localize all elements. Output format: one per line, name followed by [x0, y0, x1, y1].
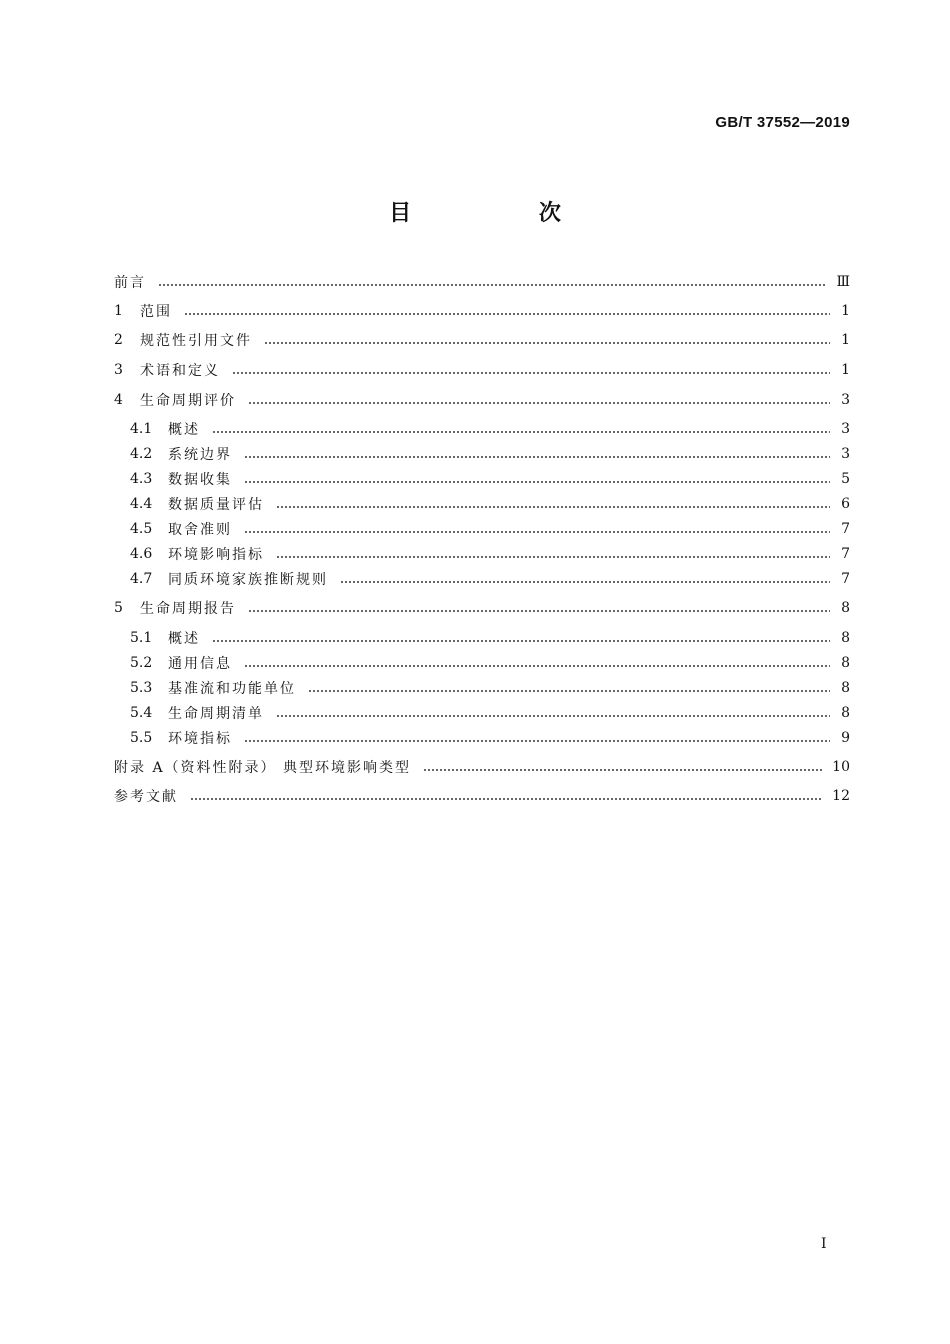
dot-leader [264, 342, 830, 344]
toc-entry-number: 1 [114, 303, 123, 319]
toc-entry-page: 6 [841, 496, 850, 512]
dot-leader [276, 556, 830, 558]
toc-entry[interactable] [130, 701, 850, 725]
toc-entry-label: 规范性引用文件 [140, 333, 252, 349]
standard-code: GB/T 37552—2019 [715, 114, 850, 131]
toc-entry-number: 4 [114, 392, 123, 408]
toc-entry-page: 7 [841, 521, 850, 537]
toc-entry[interactable] [130, 726, 850, 750]
dot-leader [248, 610, 830, 612]
toc-entry-label: 环境影响指标 [168, 547, 264, 563]
toc-entry-page: 5 [841, 471, 850, 487]
toc-entry-label: 系统边界 [168, 447, 232, 463]
dot-leader [184, 313, 830, 315]
toc-entry-label: 基准流和功能单位 [168, 681, 296, 697]
dot-leader [244, 665, 830, 667]
toc-entry-page: Ⅲ [836, 274, 850, 290]
toc-entry-label: 生命周期报告 [140, 601, 236, 617]
toc-entry-label: 附录 A（资料性附录） 典型环境影响类型 [114, 760, 412, 776]
toc-entry[interactable] [130, 676, 850, 700]
toc-entry[interactable] [130, 417, 850, 441]
toc-entry-page: 1 [841, 303, 850, 319]
toc-entry-page: 8 [841, 600, 850, 616]
toc-entry-label: 取舍准则 [168, 522, 232, 538]
toc-entry[interactable] [114, 388, 850, 412]
dot-leader [308, 690, 830, 692]
toc-entry-number: 4.1 [130, 421, 153, 437]
toc-entry[interactable] [114, 299, 850, 323]
toc-entry-label: 同质环境家族推断规则 [168, 572, 328, 588]
toc-entry-label: 数据收集 [168, 472, 232, 488]
toc-entry[interactable] [114, 755, 850, 779]
toc-entry-page: 10 [832, 759, 850, 775]
dot-leader [212, 431, 830, 433]
toc-entry-label: 前言 [114, 275, 146, 291]
toc-entry-page: 3 [841, 421, 850, 437]
toc-entry-number: 5 [114, 600, 123, 616]
dot-leader [158, 284, 826, 286]
toc-entry[interactable] [130, 651, 850, 675]
toc-entry[interactable] [130, 442, 850, 466]
toc-entry-number: 4.5 [130, 521, 153, 537]
toc-entry-number: 4.4 [130, 496, 153, 512]
toc-entry[interactable] [130, 467, 850, 491]
toc-entry-number: 5.1 [130, 630, 153, 646]
toc-title: 目 次 [389, 201, 621, 226]
toc-entry-page: 1 [841, 332, 850, 348]
dot-leader [423, 769, 822, 771]
toc-entry[interactable] [114, 328, 850, 352]
toc-entry-number: 4.3 [130, 471, 153, 487]
toc-entry-label: 通用信息 [168, 656, 232, 672]
toc-entry[interactable] [114, 596, 850, 620]
toc-entry-page: 8 [841, 705, 850, 721]
toc-entry-number: 5.3 [130, 680, 153, 696]
toc-entry-page: 8 [841, 680, 850, 696]
toc-entry-page: 12 [832, 788, 850, 804]
toc-entry-page: 7 [841, 546, 850, 562]
toc-entry-number: 4.2 [130, 446, 153, 462]
dot-leader [276, 506, 830, 508]
toc-entry[interactable] [130, 567, 850, 591]
toc-entry-page: 9 [841, 730, 850, 746]
toc-entry-page: 1 [841, 362, 850, 378]
toc-entry[interactable] [130, 517, 850, 541]
dot-leader [244, 531, 830, 533]
toc-entry-number: 5.4 [130, 705, 153, 721]
page-number: Ⅰ [821, 1236, 827, 1252]
toc-entry-page: 7 [841, 571, 850, 587]
toc-entry-number: 4.7 [130, 571, 153, 587]
toc-entry-page: 3 [841, 392, 850, 408]
toc-entry-label: 生命周期评价 [140, 393, 236, 409]
toc-entry-number: 2 [114, 332, 123, 348]
toc-entry-label: 概述 [168, 631, 200, 647]
toc-entry[interactable] [114, 784, 850, 808]
dot-leader [244, 456, 830, 458]
toc-entry-page: 8 [841, 655, 850, 671]
toc-entry-label: 生命周期清单 [168, 706, 264, 722]
toc-entry-label: 环境指标 [168, 731, 232, 747]
dot-leader [244, 481, 830, 483]
toc-entry[interactable] [130, 626, 850, 650]
toc-entry-label: 数据质量评估 [168, 497, 264, 513]
toc-entry-label: 术语和定义 [140, 363, 220, 379]
toc-entry[interactable] [114, 358, 850, 382]
toc-entry-label: 参考文献 [114, 789, 178, 805]
toc-entry[interactable] [130, 492, 850, 516]
toc-entry-number: 3 [114, 362, 123, 378]
dot-leader [190, 798, 822, 800]
dot-leader [232, 372, 830, 374]
dot-leader [340, 581, 830, 583]
dot-leader [248, 402, 830, 404]
toc-entry[interactable] [130, 542, 850, 566]
toc-entry-page: 8 [841, 630, 850, 646]
toc-entry-number: 4.6 [130, 546, 153, 562]
toc-entry-label: 范围 [140, 304, 172, 320]
toc-entry-page: 3 [841, 446, 850, 462]
toc-entry-number: 5.2 [130, 655, 153, 671]
dot-leader [276, 715, 830, 717]
toc-entry-label: 概述 [168, 422, 200, 438]
dot-leader [212, 640, 830, 642]
toc-entry-number: 5.5 [130, 730, 153, 746]
dot-leader [244, 740, 830, 742]
toc-entry[interactable] [114, 270, 850, 294]
